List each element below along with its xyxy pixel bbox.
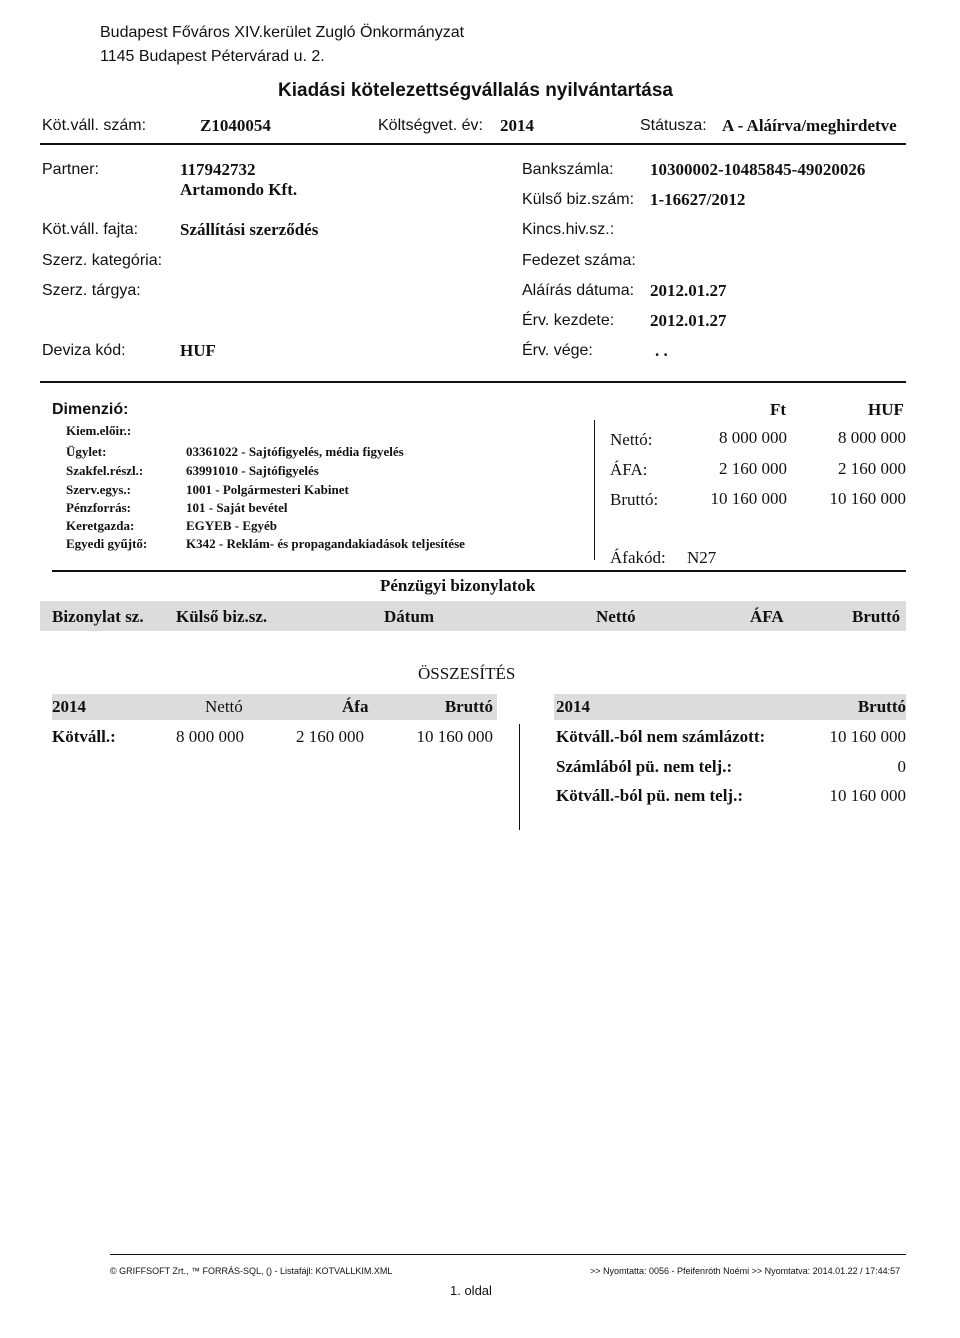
- page-title: Kiadási kötelezettségvállalás nyilvántartása: [278, 80, 673, 101]
- kot-vall-szam-label: Köt.váll. szám:: [42, 117, 147, 134]
- bizonylat-col-header: Nettó: [596, 607, 636, 626]
- dimenzio-label: Egyedi gyűjtő:: [66, 536, 148, 551]
- fajta-value: Szállítási szerződés: [180, 220, 319, 239]
- osszesites-right-label: Kötváll.-ból pü. nem telj.:: [556, 786, 743, 805]
- dimenzio-value: EGYEB - Egyéb: [186, 518, 278, 533]
- col-ft: Ft: [770, 400, 787, 419]
- dimenzio-label: Pénzforrás:: [66, 500, 131, 515]
- osszesites-right-value: 10 160 000: [829, 727, 906, 746]
- osszesites-right-value: 0: [897, 757, 906, 776]
- statusz-label: Státusza:: [640, 117, 707, 134]
- osszesites-left-row-label: Kötváll.:: [52, 727, 116, 746]
- kulso-label: Külső biz.szám:: [522, 191, 635, 208]
- afakod-label: Áfakód:: [610, 548, 666, 567]
- fajta-label: Köt.váll. fajta:: [42, 221, 139, 238]
- section-rule: [40, 381, 906, 383]
- page-number: 1. oldal: [450, 1283, 492, 1298]
- osszesites-left-brutto: 10 160 000: [416, 727, 493, 746]
- partner-id: 117942732: [180, 160, 256, 179]
- bizonylat-col-header: Bruttó: [852, 607, 901, 626]
- osszesites-left-header: Áfa: [342, 697, 369, 716]
- erv-kezdete-label: Érv. kezdete:: [522, 312, 615, 329]
- dimenzio-label: Ügylet:: [66, 444, 107, 459]
- amounts-rule: [52, 570, 906, 572]
- dimenzio-label: Keretgazda:: [66, 518, 135, 533]
- deviza-value: HUF: [180, 341, 216, 360]
- dimenzio-value: 101 - Saját bevétel: [186, 500, 288, 515]
- dimenzio-label: Szakfel.részl.:: [66, 463, 144, 478]
- org-name: Budapest Főváros XIV.kerület Zugló Önkormányzat: [100, 24, 465, 41]
- dimenzio-title: Dimenzió:: [52, 401, 129, 418]
- osszesites-left-header: Nettó: [205, 697, 243, 716]
- dimenzio-label: Kiem.előir.:: [66, 423, 132, 438]
- bankszamla-value: 10300002-10485845-49020026: [650, 160, 866, 179]
- osszesites-title: ÖSSZESÍTÉS: [418, 664, 516, 683]
- amount-label: Bruttó:: [610, 490, 659, 509]
- footer-left: © GRIFFSOFT Zrt., ™ FORRÁS-SQL, () - Listafájl: KOTVALLKIM.XML: [110, 1266, 393, 1276]
- alairas-value: 2012.01.27: [650, 281, 727, 300]
- kincs-label: Kincs.hiv.sz.:: [522, 221, 615, 238]
- koltsegvet-value: 2014: [500, 116, 534, 135]
- erv-vege-label: Érv. vége:: [522, 342, 593, 359]
- osszesites-right-label: Számlából pü. nem telj.:: [556, 757, 733, 776]
- deviza-label: Deviza kód:: [42, 342, 126, 359]
- targya-label: Szerz. tárgya:: [42, 282, 141, 299]
- osszesites-divider: [519, 724, 520, 830]
- amount-label: Nettó:: [610, 430, 653, 449]
- bizonylat-col-header: ÁFA: [750, 607, 784, 626]
- osszesites-left-header: 2014: [52, 697, 86, 716]
- osszesites-right-label: Kötváll.-ból nem számlázott:: [556, 727, 766, 746]
- bizonylat-col-header: Külső biz.sz.: [176, 607, 268, 626]
- partner-label: Partner:: [42, 161, 99, 178]
- amount-ft: 10 160 000: [710, 489, 787, 508]
- amount-ft: 8 000 000: [719, 428, 787, 447]
- bizonylatok-title: Pénzügyi bizonylatok: [380, 576, 536, 595]
- kot-vall-szam: Z1040054: [200, 116, 271, 135]
- org-address: 1145 Budapest Pétervárad u. 2.: [100, 48, 325, 65]
- afakod-value: N27: [687, 548, 717, 567]
- osszesites-left-netto: 8 000 000: [176, 727, 244, 746]
- amount-label: ÁFA:: [610, 460, 648, 479]
- osszesites-right-value: 10 160 000: [829, 786, 906, 805]
- footer-rule: [110, 1254, 906, 1255]
- osszesites-left-header: Bruttó: [444, 697, 493, 716]
- header-rule: [40, 143, 906, 145]
- alairas-label: Aláírás dátuma:: [522, 282, 635, 299]
- kategoria-label: Szerz. kategória:: [42, 252, 163, 269]
- dimenzio-divider: [594, 420, 595, 560]
- osszesites-right-header: Bruttó: [857, 697, 906, 716]
- statusz-value: A - Aláírva/meghirdetve: [722, 116, 897, 135]
- erv-vege-value: . .: [655, 341, 668, 360]
- osszesites-right-header: 2014: [556, 697, 590, 716]
- fedezet-label: Fedezet száma:: [522, 252, 636, 269]
- dimenzio-value: K342 - Reklám- és propagandakiadások teljesítése: [186, 536, 465, 551]
- dimenzio-value: 63991010 - Sajtófigyelés: [186, 463, 319, 478]
- amount-huf: 2 160 000: [838, 459, 906, 478]
- osszesites-left-afa: 2 160 000: [296, 727, 364, 746]
- bizonylat-col-header: Bizonylat sz.: [52, 607, 144, 626]
- amount-huf: 10 160 000: [829, 489, 906, 508]
- partner-name: Artamondo Kft.: [180, 180, 298, 199]
- koltsegvet-label: Költségvet. év:: [378, 117, 483, 134]
- kulso-value: 1-16627/2012: [650, 190, 746, 209]
- col-huf: HUF: [868, 400, 904, 419]
- amount-ft: 2 160 000: [719, 459, 787, 478]
- dimenzio-value: 03361022 - Sajtófigyelés, média figyelés: [186, 444, 404, 459]
- dimenzio-label: Szerv.egys.:: [66, 482, 131, 497]
- bizonylat-col-header: Dátum: [384, 607, 435, 626]
- bankszamla-label: Bankszámla:: [522, 161, 614, 178]
- footer-right: >> Nyomtatta: 0056 - Pfeifenróth Noémi >> Nyomtatva: 2014.01.22 / 17:44:57: [590, 1266, 901, 1276]
- dimenzio-value: 1001 - Polgármesteri Kabinet: [186, 482, 349, 497]
- amount-huf: 8 000 000: [838, 428, 906, 447]
- erv-kezdete-value: 2012.01.27: [650, 311, 727, 330]
